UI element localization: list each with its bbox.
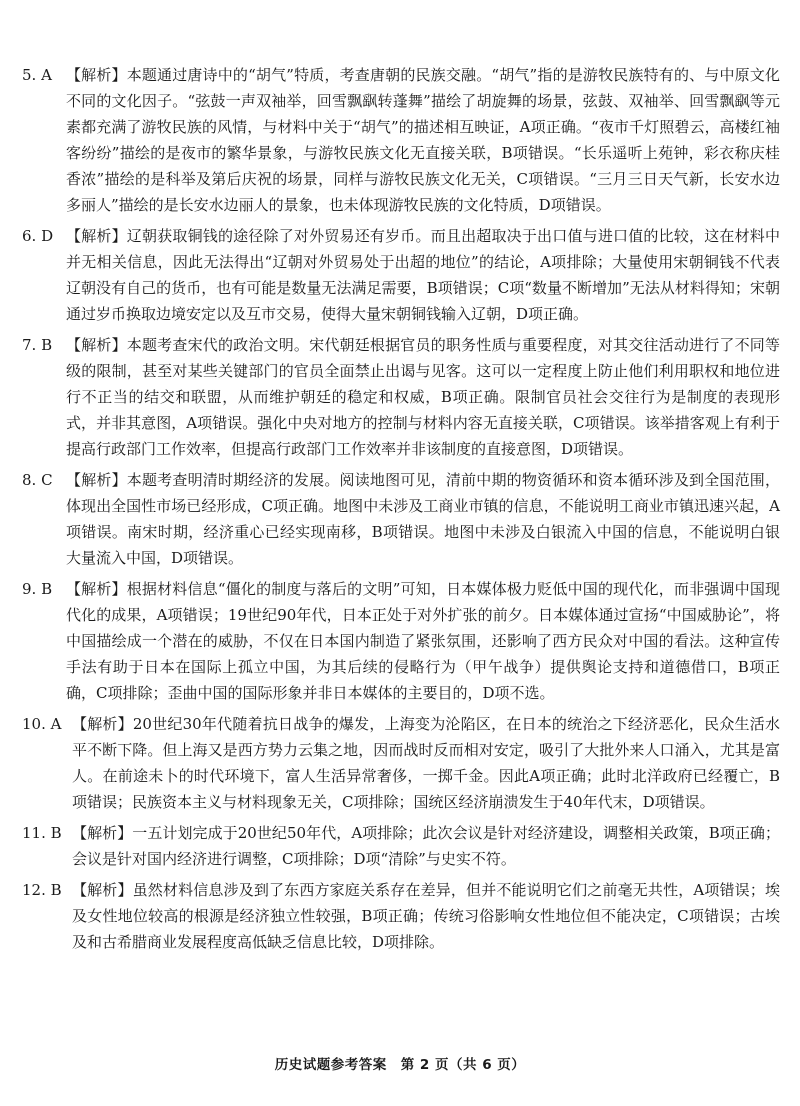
answer-number: 8. C — [22, 471, 53, 489]
answer-item-8 — [22, 467, 780, 571]
answer-explanation: 【解析】20世纪30年代随着抗日战争的爆发，上海变为沦陷区，在日本的统治之下经济恶化，民众生活水平不断下降。但上海又是西方势力云集之地，因而战时反而相对安定，吸引了大批外来人口涌入，尤其是富人。在前途未卜的时代环境下，富人生活异常奢侈，一掷千金。因此A项正确；此时北洋政府已经覆亡，B项错误；民族资本主义与材料现象无关，C项排除；国统区经济崩溃发生于40年代末，D项错误。 — [72, 715, 780, 811]
page-footer: 历史试题参考答案 第 2 页（共 6 页） — [274, 1057, 526, 1073]
answer-explanation: 【解析】根据材料信息“僵化的制度与落后的文明”可知，日本媒体极力贬低中国的现代化，而非强调中国现代化的成果，A项错误；19世纪90年代，日本正处于对外扩张的前夕。日本媒体通过宣扬“中国威胁论”，将中国描绘成一个潜在的威胁，不仅在日本国内制造了紧张氛围，还影响了西方民众对中国的看法。这种宣传手法有助于日本在国际上孤立中国，为其后续的侵略行为（甲午战争）提供舆论支持和道德借口，B项正确，C项排除；歪曲中国的国际形象并非日本媒体的主要目的，D项不选。 — [66, 580, 780, 702]
answer-item-12 — [22, 877, 780, 955]
answer-item-10 — [22, 711, 780, 815]
answer-number: 9. B — [22, 580, 53, 598]
answer-number: 6. D — [22, 227, 54, 245]
answer-number: 12. B — [22, 881, 62, 899]
answer-explanation: 【解析】本题通过唐诗中的“胡气”特质，考查唐朝的民族交融。“胡气”指的是游牧民族特有的、与中原文化不同的文化因子。“弦鼓一声双袖举，回雪飘飖转蓬舞”描绘了胡旋舞的场景，弦鼓、双袖举、回雪飘飖等元素都充满了游牧民族的风情，与材料中关于“胡气”的描述相互映证，A项正确。“夜市千灯照碧云，高楼红袖客纷纷”描绘的是夜市的繁华景象，与游牧民族文化无直接关联，B项错误。“长乐遥听上苑钟，彩衣称庆桂香浓”描绘的是科举及第后庆祝的场景，同样与游牧民族文化无关，C项错误。“三月三日天气新，长安水边多丽人”描绘的是长安水边丽人的景象，也未体现游牧民族的文化特质，D项错误。 — [66, 66, 780, 214]
answer-item-7 — [22, 332, 780, 462]
answer-item-11 — [22, 820, 780, 872]
answer-list — [22, 62, 780, 960]
answer-item-9 — [22, 576, 780, 706]
answer-explanation: 【解析】本题考查明清时期经济的发展。阅读地图可见，清前中期的物资循环和资本循环涉及到全国范围，体现出全国性市场已经形成，C项正确。地图中未涉及工商业市镇的信息，不能说明工商业市镇迅速兴起，A项错误。南宋时期，经济重心已经实现南移，B项错误。地图中未涉及白银流入中国的信息，不能说明白银大量流入中国，D项错误。 — [66, 471, 780, 567]
answer-explanation: 【解析】辽朝获取铜钱的途径除了对外贸易还有岁币。而且出超取决于出口值与进口值的比较，这在材料中并无相关信息，因此无法得出“辽朝对外贸易处于出超的地位”的结论，A项排除；大量使用宋朝铜钱不代表辽朝没有自己的货币，也有可能是数量无法满足需要，B项错误；C项“数量不断增加”无法从材料得知；宋朝通过岁币换取边境安定以及互市交易，使得大量宋朝铜钱输入辽朝，D项正确。 — [66, 227, 780, 323]
answer-number: 5. A — [22, 66, 52, 84]
answer-number: 11. B — [22, 824, 62, 842]
answer-explanation: 【解析】虽然材料信息涉及到了东西方家庭关系存在差异，但并不能说明它们之前毫无共性，A项错误；埃及女性地位较高的根源是经济独立性较强，B项正确；传统习俗影响女性地位但不能决定，C项错误；古埃及和古希腊商业发展程度高低缺乏信息比较，D项排除。 — [72, 881, 780, 951]
answer-explanation: 【解析】一五计划完成于20世纪50年代，A项排除；此次会议是针对经济建设，调整相关政策，B项正确；会议是针对国内经济进行调整，C项排除；D项“清除”与史实不符。 — [72, 824, 780, 868]
answer-number: 10. A — [22, 715, 62, 733]
answer-item-5 — [22, 62, 780, 218]
answer-explanation: 【解析】本题考查宋代的政治文明。宋代朝廷根据官员的职务性质与重要程度，对其交往活动进行了不同等级的限制，甚至对某些关键部门的官员全面禁止出谒与见客。这可以一定程度上防止他们利用职权和地位进行不正当的结交和联盟，从而维护朝廷的稳定和权威，B项正确。限制官员社会交往行为是制度的表现形式，并非其意图，A项错误。强化中央对地方的控制与材料内容无直接关联，C项错误。该举措客观上有利于提高行政部门工作效率，但提高行政部门工作效率并非该制度的直接意图，D项错误。 — [66, 336, 780, 458]
answer-item-6 — [22, 223, 780, 327]
answer-number: 7. B — [22, 336, 53, 354]
